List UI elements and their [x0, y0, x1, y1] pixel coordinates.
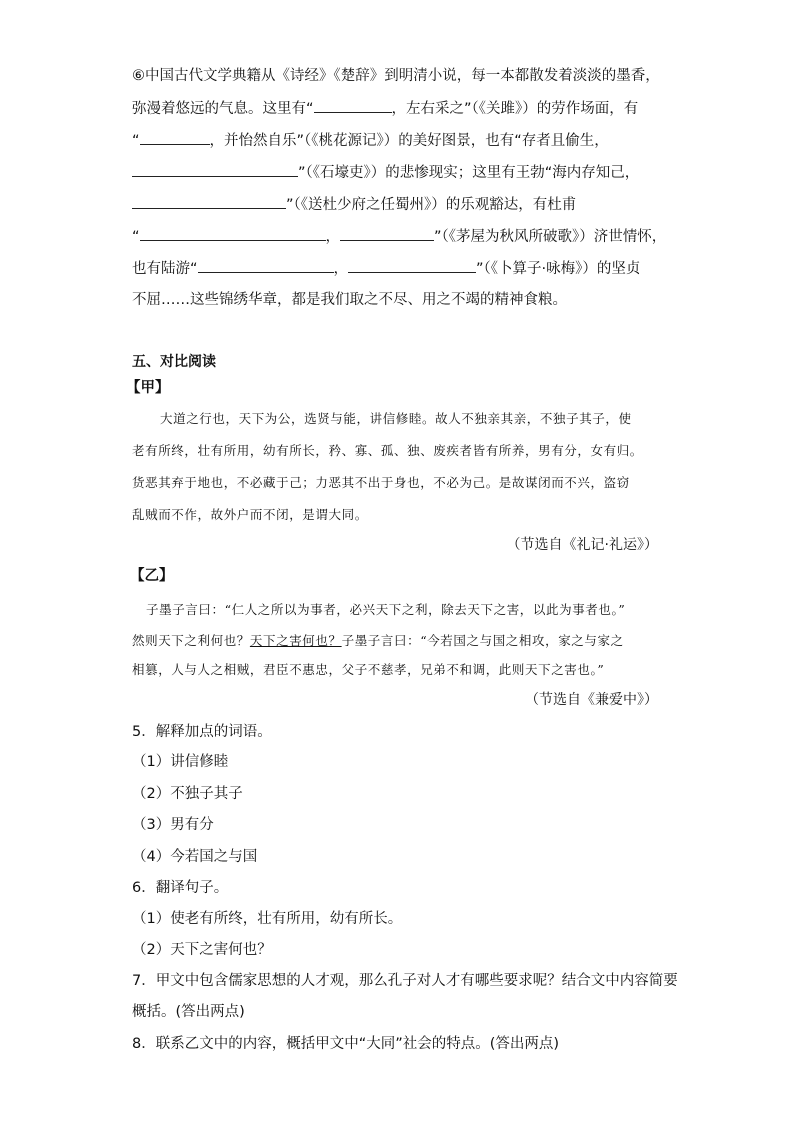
question-6-2: （2）天下之害何也？ — [132, 942, 272, 958]
answer-blank[interactable] — [132, 194, 286, 209]
text: 子墨子言曰：“今若国之与国之相攻，家之与家之 — [341, 633, 624, 648]
yi-source: （节选自《兼爱中》） — [525, 692, 658, 708]
jia-source: （节选自《礼记·礼运》） — [506, 537, 658, 553]
jia-line-2: 老有所终，壮有所用，幼有所长，矜、寡、孤、独、废疾者皆有所养，男有分，女有归。 — [132, 443, 643, 458]
paragraph-line-4 — [132, 162, 639, 183]
question-8: 8．联系乙文中的内容，概括甲文中“大同”社会的特点。(答出两点) — [132, 1036, 560, 1052]
question-6: 6．翻译句子。 — [132, 880, 229, 896]
question-6-1: （1）使老有所终，壮有所用，幼有所长。 — [132, 911, 403, 927]
paragraph-line-6 — [132, 226, 666, 247]
question-5: 5．解释加点的词语。 — [132, 724, 272, 740]
text: ”（《送杜少府之任蜀州》）的乐观豁达，有杜甫 — [286, 197, 577, 213]
text: ”（《茅屋为秋风所破歌》）济世情怀， — [434, 229, 667, 245]
paragraph-line-8: 不屈……这些锦绣华章，都是我们取之不尽、用之不竭的精神食粮。 — [132, 292, 567, 308]
yi-line-2 — [132, 631, 662, 651]
jia-line-4: 乱贼而不作，故外户而不闭，是谓大同。 — [132, 507, 368, 522]
question-5-3: （3）男有分 — [132, 817, 214, 833]
text: “ — [132, 229, 140, 245]
jia-label: 【甲】 — [126, 380, 170, 396]
answer-blank[interactable] — [348, 258, 476, 273]
text: 弥漫着悠远的气息。这里有“ — [132, 101, 314, 117]
section-heading: 五、对比阅读 — [132, 354, 216, 370]
jia-line-1: 大道之行也，天下为公，选贤与能，讲信修睦。故人不独亲其亲，不独子其子，使 — [160, 411, 632, 426]
yi-label: 【乙】 — [130, 568, 174, 584]
paragraph-line-2 — [132, 98, 638, 119]
text: “ — [132, 133, 140, 149]
text: ， — [325, 229, 341, 245]
text: ”（《卜算子·咏梅》）的坚贞 — [476, 261, 641, 277]
underlined-sentence: 天下之害何也？ — [249, 633, 342, 648]
paragraph-line-7 — [132, 258, 640, 279]
paragraph-line-5 — [132, 194, 576, 215]
answer-blank[interactable] — [314, 98, 392, 113]
text: ”（《石壕吏》）的悲惨现实；这里有王勃“海内存知己， — [298, 165, 640, 181]
question-5-1: （1）讲信修睦 — [132, 754, 229, 770]
text: ，并怡然自乐”（《桃花源记》）的美好图景，也有“存者且偷生， — [209, 133, 609, 149]
yi-line-3: 相篡，人与人之相贼，君臣不惠忠，父子不慈孝，兄弟不和调，此则天下之害也。” — [132, 662, 605, 677]
yi-line-1: 子墨子言曰：“仁人之所以为事者，必兴天下之利，除去天下之害，以此为事者也。” — [146, 602, 626, 617]
paragraph-line-1: ⑥中国古代文学典籍从《诗经》《楚辞》到明清小说，每一本都散发着淡淡的墨香， — [132, 68, 660, 84]
text: ，左右采之”（《关雎》）的劳作场面，有 — [391, 101, 639, 117]
text: ， — [333, 261, 349, 277]
answer-blank[interactable] — [340, 226, 434, 241]
answer-blank[interactable] — [132, 162, 298, 177]
answer-blank[interactable] — [140, 226, 326, 241]
answer-blank[interactable] — [198, 258, 334, 273]
text: 然则天下之利何也？ — [132, 633, 250, 648]
text: 也有陆游“ — [132, 261, 198, 277]
question-5-2: （2）不独子其子 — [132, 786, 243, 802]
question-7-cont: 概括。(答出两点) — [132, 1004, 245, 1020]
question-5-4: （4）今若国之与国 — [132, 849, 258, 865]
answer-blank[interactable] — [140, 130, 210, 145]
jia-line-3: 货恶其弃于地也，不必藏于己；力恶其不出于身也，不必为己。是故谋闭而不兴，盗窃 — [132, 475, 630, 490]
paragraph-line-3 — [132, 130, 609, 151]
question-7: 7．甲文中包含儒家思想的人才观，那么孔子对人才有哪些要求呢？结合文中内容简要 — [132, 973, 678, 989]
